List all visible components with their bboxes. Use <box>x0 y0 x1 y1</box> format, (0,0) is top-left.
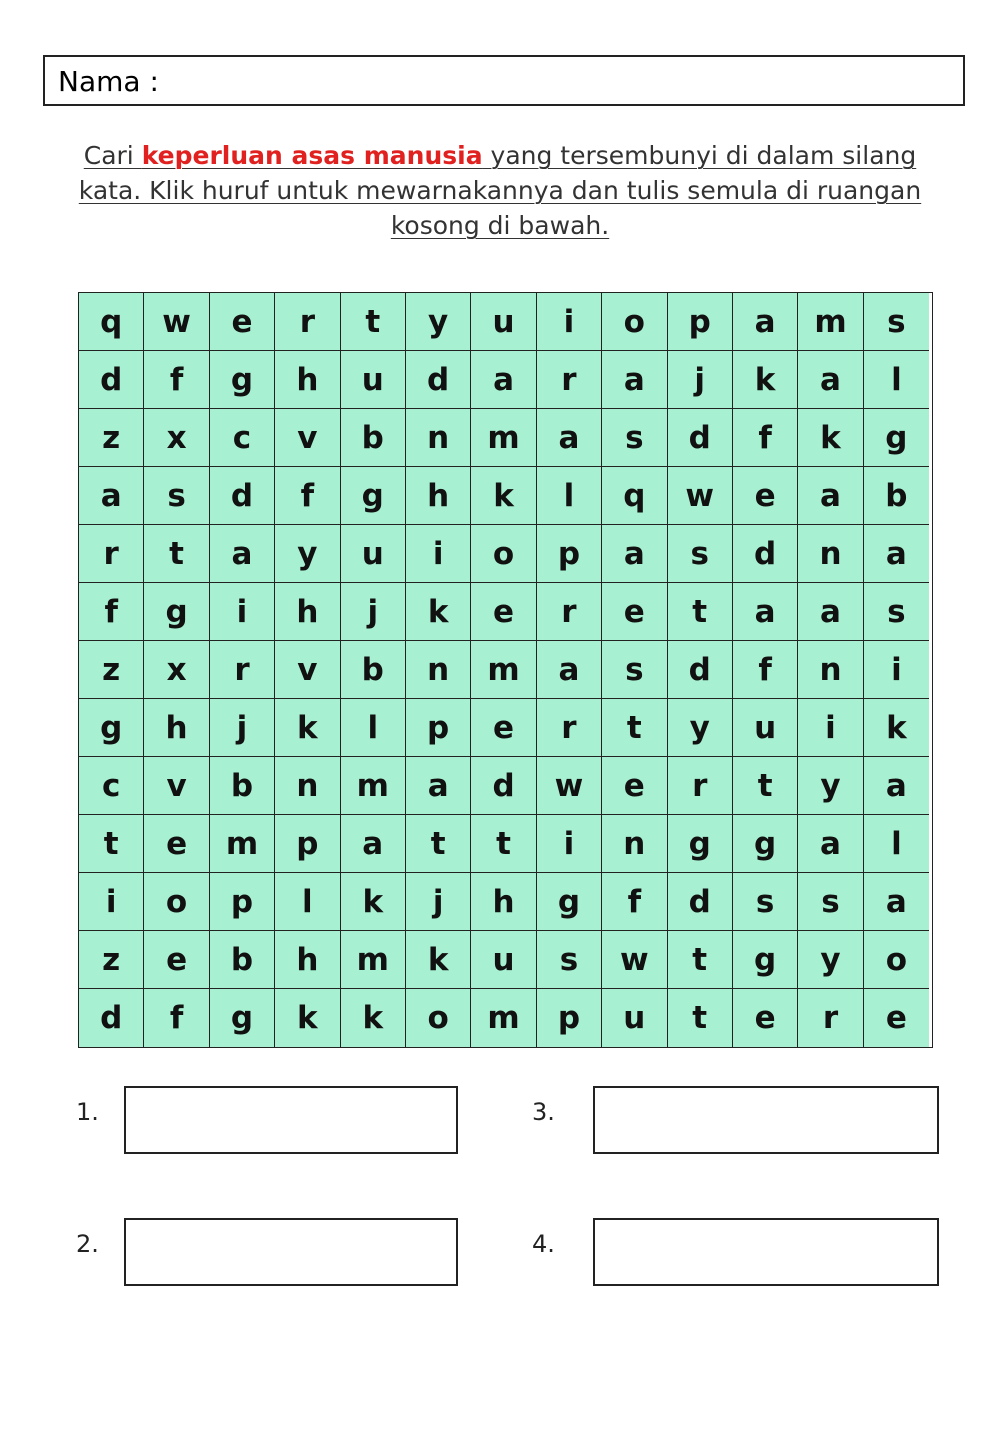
letter-cell[interactable]: r <box>537 351 602 409</box>
answer-number-3: 3. <box>532 1098 555 1126</box>
letter-cell[interactable]: s <box>602 641 667 699</box>
letter-cell[interactable]: n <box>798 641 863 699</box>
letter-cell[interactable]: f <box>144 989 209 1047</box>
letter-cell[interactable]: r <box>275 293 340 351</box>
letter-cell[interactable]: e <box>210 293 275 351</box>
letter-cell[interactable]: e <box>733 989 798 1047</box>
letter-cell[interactable]: s <box>864 583 929 641</box>
letter-cell[interactable]: n <box>406 409 471 467</box>
letter-cell[interactable]: i <box>537 815 602 873</box>
letter-cell[interactable]: t <box>471 815 536 873</box>
letter-cell[interactable]: u <box>602 989 667 1047</box>
letter-cell[interactable]: v <box>275 409 340 467</box>
name-label: Nama : <box>58 65 159 98</box>
letter-cell[interactable]: y <box>275 525 340 583</box>
instructions-highlight: keperluan asas manusia <box>141 141 483 170</box>
letter-cell[interactable]: m <box>341 931 406 989</box>
answer-box-2[interactable] <box>124 1218 458 1286</box>
letter-cell[interactable]: y <box>668 699 733 757</box>
letter-cell[interactable]: a <box>210 525 275 583</box>
letter-cell[interactable]: z <box>79 641 144 699</box>
word-search-grid <box>78 292 933 1048</box>
letter-cell[interactable]: o <box>406 989 471 1047</box>
letter-cell[interactable]: w <box>144 293 209 351</box>
letter-cell[interactable]: a <box>537 641 602 699</box>
letter-cell[interactable]: p <box>668 293 733 351</box>
letter-cell[interactable]: b <box>341 409 406 467</box>
letter-cell[interactable]: o <box>144 873 209 931</box>
letter-cell[interactable]: x <box>144 641 209 699</box>
letter-cell[interactable]: i <box>79 873 144 931</box>
letter-cell[interactable]: d <box>668 873 733 931</box>
letter-cell[interactable]: p <box>210 873 275 931</box>
letter-cell[interactable]: i <box>406 525 471 583</box>
letter-cell[interactable]: u <box>471 293 536 351</box>
letter-cell[interactable]: l <box>275 873 340 931</box>
letter-cell[interactable]: h <box>406 467 471 525</box>
letter-cell[interactable]: m <box>471 989 536 1047</box>
letter-cell[interactable]: r <box>210 641 275 699</box>
letter-cell[interactable]: f <box>733 641 798 699</box>
answer-box-1[interactable] <box>124 1086 458 1154</box>
letter-cell[interactable]: z <box>79 931 144 989</box>
letter-cell[interactable]: k <box>798 409 863 467</box>
letter-cell[interactable]: d <box>210 467 275 525</box>
letter-cell[interactable]: e <box>471 583 536 641</box>
letter-cell[interactable]: a <box>733 293 798 351</box>
letter-cell[interactable]: q <box>602 467 667 525</box>
letter-cell[interactable]: h <box>471 873 536 931</box>
letter-cell[interactable]: d <box>733 525 798 583</box>
letter-cell[interactable]: k <box>864 699 929 757</box>
letter-cell[interactable]: l <box>341 699 406 757</box>
letter-cell[interactable]: o <box>864 931 929 989</box>
letter-cell[interactable]: s <box>602 409 667 467</box>
letter-cell[interactable]: k <box>341 873 406 931</box>
letter-cell[interactable]: e <box>144 931 209 989</box>
letter-cell[interactable]: u <box>733 699 798 757</box>
letter-cell[interactable]: h <box>275 351 340 409</box>
letter-cell[interactable]: w <box>668 467 733 525</box>
letter-cell[interactable]: x <box>144 409 209 467</box>
letter-cell[interactable]: s <box>668 525 733 583</box>
letter-cell[interactable]: b <box>341 641 406 699</box>
letter-cell[interactable]: i <box>864 641 929 699</box>
letter-cell[interactable]: l <box>864 815 929 873</box>
letter-cell[interactable]: q <box>79 293 144 351</box>
letter-cell[interactable]: i <box>210 583 275 641</box>
letter-cell[interactable]: m <box>210 815 275 873</box>
letter-cell[interactable]: j <box>341 583 406 641</box>
letter-cell[interactable]: f <box>275 467 340 525</box>
letter-cell[interactable]: g <box>733 815 798 873</box>
letter-cell[interactable]: f <box>144 351 209 409</box>
letter-cell[interactable]: k <box>275 989 340 1047</box>
letter-cell[interactable]: z <box>79 409 144 467</box>
letter-cell[interactable]: g <box>341 467 406 525</box>
letter-cell[interactable]: a <box>733 583 798 641</box>
letter-cell[interactable]: g <box>144 583 209 641</box>
letter-cell[interactable]: y <box>406 293 471 351</box>
letter-cell[interactable]: r <box>537 699 602 757</box>
answer-box-4[interactable] <box>593 1218 939 1286</box>
letter-cell[interactable]: p <box>406 699 471 757</box>
letter-cell[interactable]: t <box>144 525 209 583</box>
answer-number-1: 1. <box>76 1098 99 1126</box>
letter-cell[interactable]: t <box>733 757 798 815</box>
letter-cell[interactable]: g <box>733 931 798 989</box>
letter-cell[interactable]: t <box>668 931 733 989</box>
letter-cell[interactable]: p <box>537 525 602 583</box>
letter-cell[interactable]: n <box>406 641 471 699</box>
letter-cell[interactable]: a <box>798 583 863 641</box>
name-field[interactable] <box>43 55 965 106</box>
letter-cell[interactable]: c <box>210 409 275 467</box>
letter-cell[interactable]: v <box>275 641 340 699</box>
letter-cell[interactable]: m <box>798 293 863 351</box>
letter-cell[interactable]: i <box>537 293 602 351</box>
answer-number-2: 2. <box>76 1230 99 1258</box>
letter-cell[interactable]: s <box>537 931 602 989</box>
letter-cell[interactable]: t <box>341 293 406 351</box>
letter-cell[interactable]: l <box>537 467 602 525</box>
letter-cell[interactable]: d <box>79 351 144 409</box>
letter-cell[interactable]: r <box>79 525 144 583</box>
letter-cell[interactable]: h <box>275 931 340 989</box>
letter-cell[interactable]: i <box>798 699 863 757</box>
letter-cell[interactable]: m <box>471 409 536 467</box>
letter-cell[interactable]: w <box>537 757 602 815</box>
letter-cell[interactable]: a <box>798 815 863 873</box>
letter-cell[interactable]: d <box>668 409 733 467</box>
letter-cell[interactable]: w <box>602 931 667 989</box>
letter-cell[interactable]: k <box>406 931 471 989</box>
letter-cell[interactable]: u <box>471 931 536 989</box>
letter-cell[interactable]: f <box>79 583 144 641</box>
letter-cell[interactable]: e <box>733 467 798 525</box>
letter-cell[interactable]: t <box>602 699 667 757</box>
letter-cell[interactable]: s <box>864 293 929 351</box>
letter-cell[interactable]: a <box>471 351 536 409</box>
letter-cell[interactable]: m <box>341 757 406 815</box>
letter-cell[interactable]: t <box>668 989 733 1047</box>
letter-cell[interactable]: t <box>406 815 471 873</box>
letter-cell[interactable]: g <box>668 815 733 873</box>
letter-cell[interactable]: g <box>79 699 144 757</box>
letter-cell[interactable]: f <box>602 873 667 931</box>
answer-number-4: 4. <box>532 1230 555 1258</box>
instructions-before: Cari <box>83 141 142 170</box>
letter-cell[interactable]: e <box>144 815 209 873</box>
letter-cell[interactable]: g <box>864 409 929 467</box>
letter-cell[interactable]: e <box>864 989 929 1047</box>
letter-cell[interactable]: p <box>537 989 602 1047</box>
letter-cell[interactable]: r <box>798 989 863 1047</box>
letter-cell[interactable]: f <box>733 409 798 467</box>
letter-cell[interactable]: j <box>210 699 275 757</box>
letter-cell[interactable]: s <box>144 467 209 525</box>
letter-cell[interactable]: j <box>668 351 733 409</box>
letter-cell[interactable]: l <box>864 351 929 409</box>
letter-cell[interactable]: a <box>864 873 929 931</box>
letter-cell[interactable]: e <box>471 699 536 757</box>
letter-cell[interactable]: a <box>798 351 863 409</box>
instructions <box>50 138 950 243</box>
letter-cell[interactable]: h <box>275 583 340 641</box>
letter-cell[interactable]: a <box>798 467 863 525</box>
letter-cell[interactable]: r <box>537 583 602 641</box>
letter-cell[interactable]: k <box>275 699 340 757</box>
letter-cell[interactable]: n <box>602 815 667 873</box>
letter-cell[interactable]: a <box>864 757 929 815</box>
letter-cell[interactable]: h <box>144 699 209 757</box>
letter-cell[interactable]: k <box>733 351 798 409</box>
letter-cell[interactable]: c <box>79 757 144 815</box>
letter-cell[interactable]: a <box>341 815 406 873</box>
letter-cell[interactable]: u <box>341 525 406 583</box>
letter-cell[interactable]: g <box>537 873 602 931</box>
letter-cell[interactable]: u <box>341 351 406 409</box>
letter-cell[interactable]: o <box>602 293 667 351</box>
letter-cell[interactable]: m <box>471 641 536 699</box>
letter-cell[interactable]: k <box>406 583 471 641</box>
letter-cell[interactable]: n <box>798 525 863 583</box>
letter-cell[interactable]: j <box>406 873 471 931</box>
letter-cell[interactable]: t <box>668 583 733 641</box>
letter-cell[interactable]: d <box>79 989 144 1047</box>
letter-cell[interactable]: d <box>668 641 733 699</box>
letter-cell[interactable]: g <box>210 351 275 409</box>
letter-cell[interactable]: y <box>798 931 863 989</box>
letter-cell[interactable]: y <box>798 757 863 815</box>
instructions-after: yang tersembunyi di dalam silang kata. Klik huruf untuk mewarnakannya dan tulis semula di ruangan kosong di bawah. <box>78 141 922 240</box>
letter-cell[interactable]: b <box>210 931 275 989</box>
letter-cell[interactable]: s <box>733 873 798 931</box>
letter-cell[interactable]: r <box>668 757 733 815</box>
letter-cell[interactable]: s <box>798 873 863 931</box>
letter-cell[interactable]: a <box>602 525 667 583</box>
letter-cell[interactable]: k <box>341 989 406 1047</box>
letter-cell[interactable]: p <box>275 815 340 873</box>
letter-cell[interactable]: e <box>602 583 667 641</box>
letter-cell[interactable]: b <box>864 467 929 525</box>
letter-cell[interactable]: o <box>471 525 536 583</box>
letter-cell[interactable]: a <box>406 757 471 815</box>
letter-cell[interactable]: a <box>79 467 144 525</box>
letter-cell[interactable]: d <box>471 757 536 815</box>
letter-cell[interactable]: t <box>79 815 144 873</box>
letter-cell[interactable]: e <box>602 757 667 815</box>
letter-cell[interactable]: g <box>210 989 275 1047</box>
letter-cell[interactable]: a <box>602 351 667 409</box>
letter-cell[interactable]: v <box>144 757 209 815</box>
letter-cell[interactable]: a <box>864 525 929 583</box>
letter-cell[interactable]: n <box>275 757 340 815</box>
letter-cell[interactable]: d <box>406 351 471 409</box>
letter-cell[interactable]: k <box>471 467 536 525</box>
letter-cell[interactable]: a <box>537 409 602 467</box>
letter-cell[interactable]: b <box>210 757 275 815</box>
answer-box-3[interactable] <box>593 1086 939 1154</box>
